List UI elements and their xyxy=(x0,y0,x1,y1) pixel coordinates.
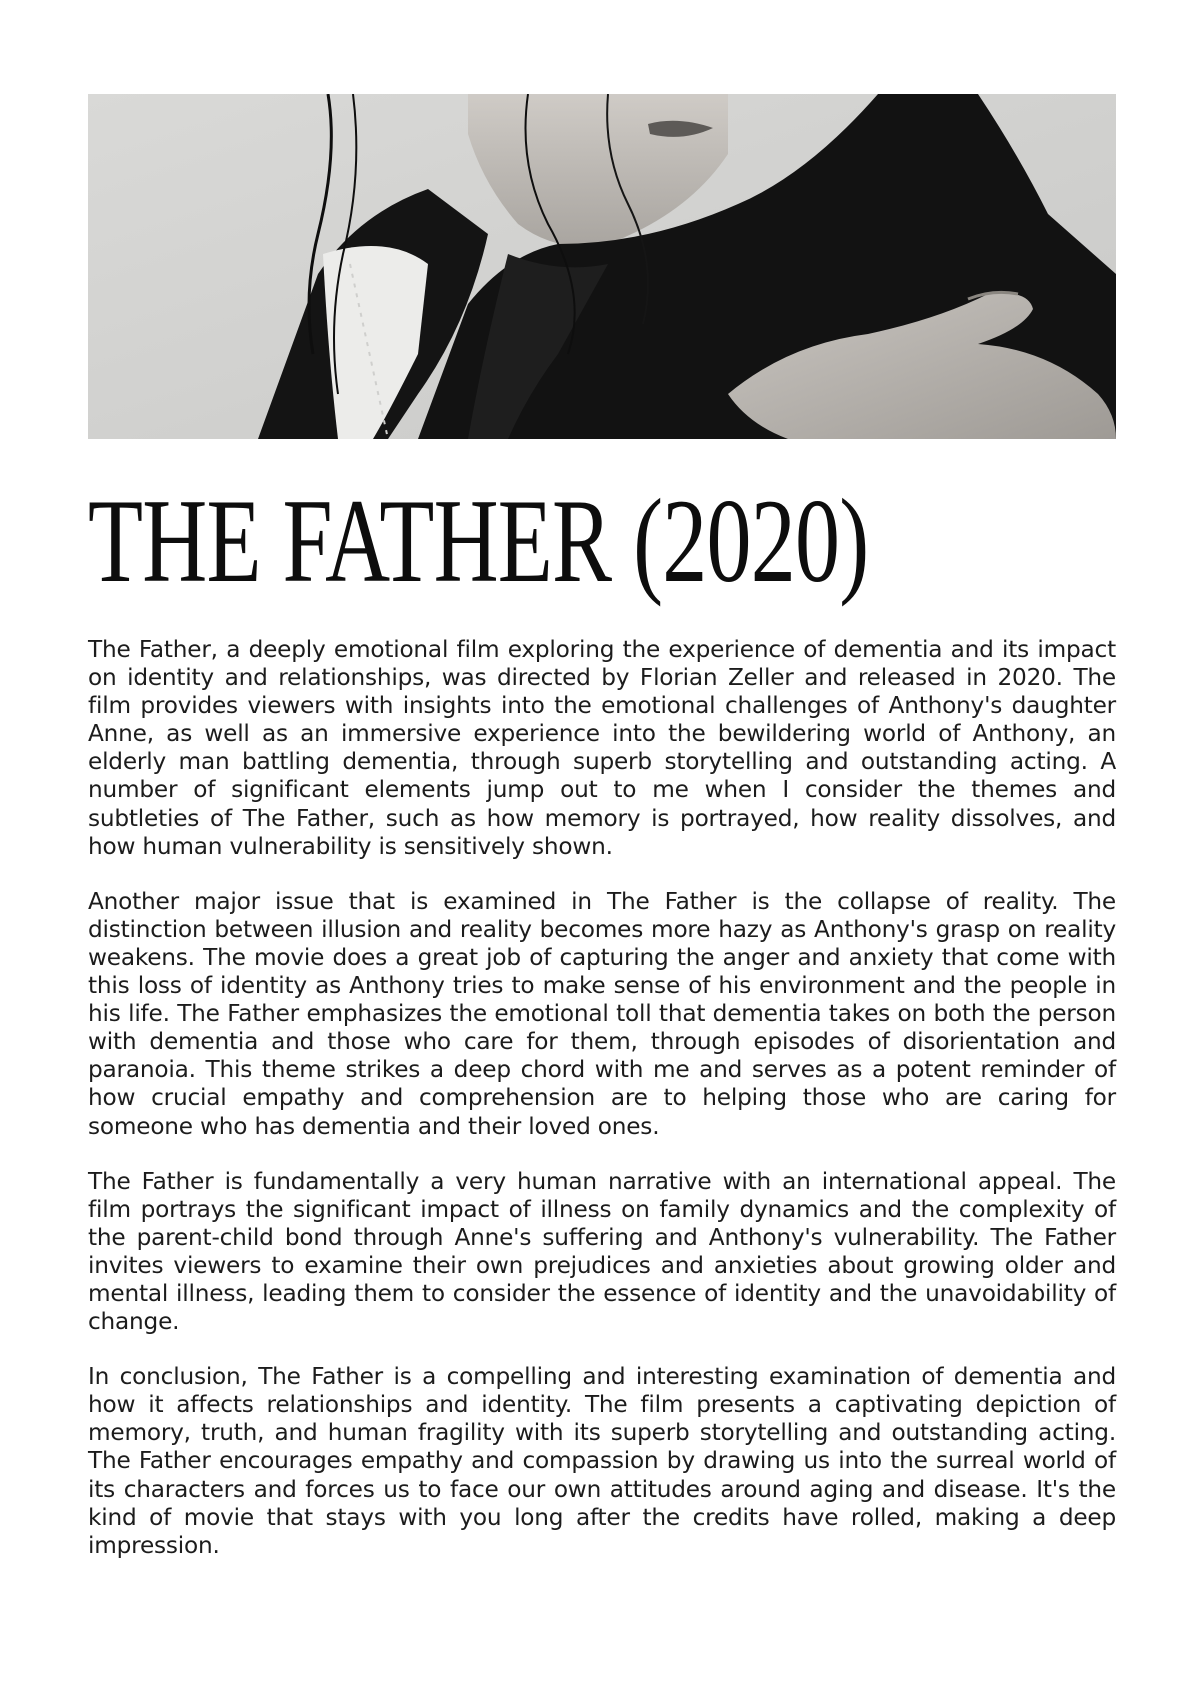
hero-photo xyxy=(88,94,1116,439)
paragraph-3: The Father is fundamentally a very human narrative with an international appeal. The film portrays the significant impact of illness on family dynamics and the complexity of the parent-child bond through Anne's suffering and Anthony's vulnerability. The Father invites viewers to examine their own prejudices and anxieties about growing older and mental illness, leading them to consider the essence of identity and the unavoidability of change. xyxy=(88,1167,1116,1336)
portrait-photo-icon xyxy=(88,94,1116,439)
paragraph-1: The Father, a deeply emotional film exploring the experience of dementia and its impact on identity and relationships, was directed by Florian Zeller and released in 2020. The film provides viewers with insights into the emotional challenges of Anthony's daughter Anne, as well as an immersive experience into the bewildering world of Anthony, an elderly man battling dementia, through superb storytelling and outstanding acting. A number of significant elements jump out to me when I consider the themes and subtleties of The Father, such as how memory is portrayed, how reality dissolves, and how human vulnerability is sensitively shown. xyxy=(88,636,1116,860)
article-body xyxy=(88,636,1116,1587)
article-title: THE FATHER (2020) xyxy=(88,474,869,607)
paragraph-4: In conclusion, The Father is a compelling and interesting examination of dementia and how it affects relationships and identity. The film presents a captivating depiction of memory, truth, and human fragility with its superb storytelling and outstanding acting. The Father encourages empathy and compassion by drawing us into the surreal world of its characters and forces us to face our own attitudes around aging and disease. It's the kind of movie that stays with you long after the credits have rolled, making a deep impression. xyxy=(88,1363,1116,1559)
paragraph-2: Another major issue that is examined in The Father is the collapse of reality. The distinction between illusion and reality becomes more hazy as Anthony's grasp on reality weakens. The movie does a great job of capturing the anger and anxiety that come with this loss of identity as Anthony tries to make sense of his environment and the people in his life. The Father emphasizes the emotional toll that dementia takes on both the person with dementia and those who care for them, through episodes of disorientation and paranoia. This theme strikes a deep chord with me and serves as a potent reminder of how crucial empathy and comprehension are to helping those who are caring for someone who has dementia and their loved ones. xyxy=(88,887,1116,1140)
